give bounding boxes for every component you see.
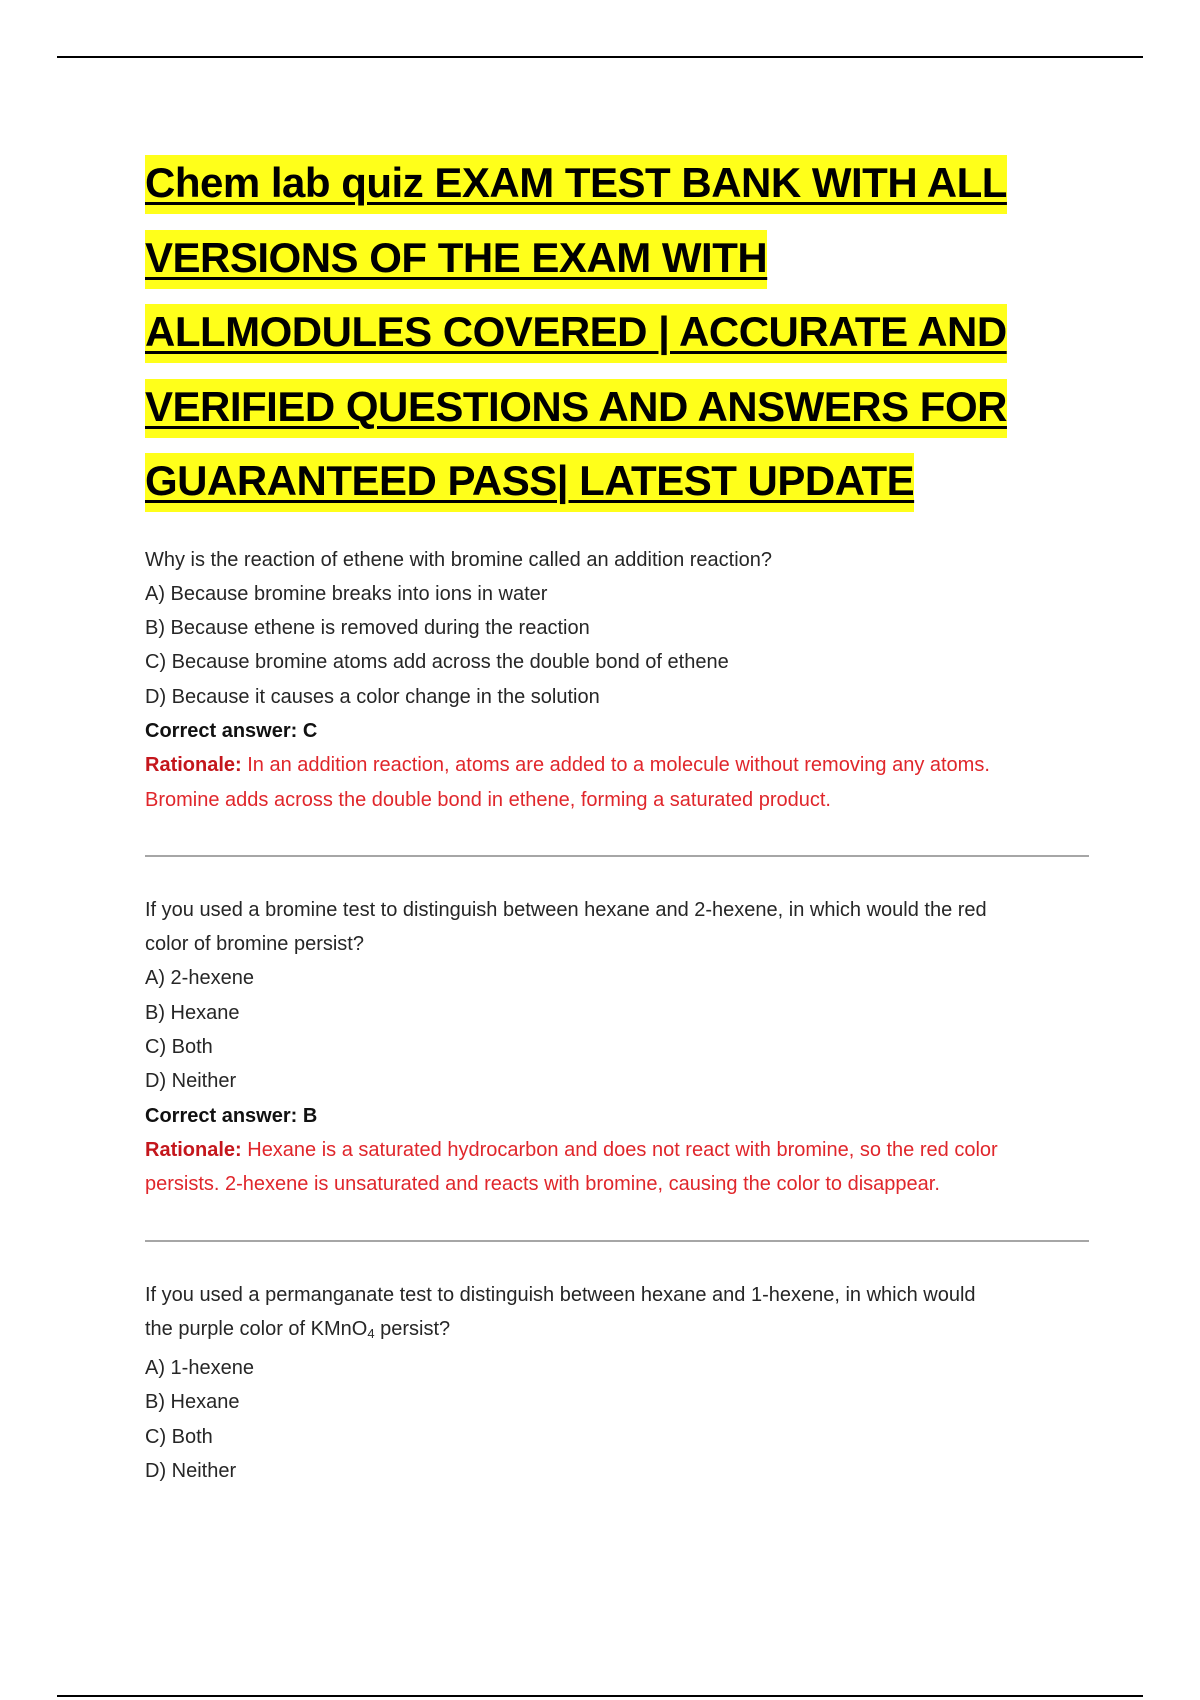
option-c: C) Both — [145, 1425, 213, 1448]
question-text-continued — [145, 1312, 1089, 1351]
question-text: If you used a permanganate test to distinguish between hexane and 1-hexene, in which would — [145, 1283, 976, 1306]
subscript: 4 — [367, 1325, 375, 1341]
bottom-rule — [57, 1695, 1143, 1697]
rationale-text: In an addition reaction, atoms are added to a molecule without removing any atoms. — [241, 754, 990, 777]
option-d: D) Neither — [145, 1460, 237, 1483]
option-a: A) 2-hexene — [145, 967, 254, 990]
rationale-text-continued: Bromine adds across the double bond in ethene, forming a saturated product. — [145, 788, 831, 811]
rationale-text-continued: persists. 2-hexene is unsaturated and reacts with bromine, causing the color to disappear. — [145, 1173, 940, 1196]
question-text-part: persist? — [374, 1317, 451, 1340]
question-block-2 — [145, 893, 1089, 1202]
question-text-continued: color of bromine persist? — [145, 933, 364, 956]
question-block-3 — [145, 1278, 1089, 1489]
option-a: A) 1-hexene — [145, 1357, 254, 1380]
correct-answer: Correct answer: B — [145, 1104, 318, 1127]
option-a: A) Because bromine breaks into ions in water — [145, 582, 548, 605]
rationale — [145, 748, 1089, 782]
section-divider — [145, 855, 1089, 857]
question-text: If you used a bromine test to distinguish between hexane and 2-hexene, in which would the red — [145, 898, 987, 921]
option-b: B) Because ethene is removed during the reaction — [145, 617, 590, 640]
title-line: VERIFIED QUESTIONS AND ANSWERS FOR — [145, 379, 1007, 438]
rationale — [145, 1133, 1089, 1167]
option-c: C) Because bromine atoms add across the double bond of ethene — [145, 651, 729, 674]
question-text-part: the purple color of KMnO — [145, 1317, 368, 1340]
rationale-text: Hexane is a saturated hydrocarbon and does not react with bromine, so the red color — [241, 1138, 998, 1161]
title-line: ALLMODULES COVERED | ACCURATE AND — [145, 304, 1007, 363]
question-block-1 — [145, 543, 1089, 817]
option-b: B) Hexane — [145, 1391, 240, 1414]
section-divider — [145, 1240, 1089, 1242]
document-title — [145, 146, 1095, 519]
title-line: GUARANTEED PASS| LATEST UPDATE — [145, 453, 914, 512]
question-text: Why is the reaction of ethene with bromine called an addition reaction? — [145, 548, 773, 571]
title-line: VERSIONS OF THE EXAM WITH — [145, 230, 767, 289]
option-d: D) Because it causes a color change in the solution — [145, 685, 600, 708]
document-page — [145, 146, 1095, 1488]
option-b: B) Hexane — [145, 1001, 240, 1024]
rationale-label: Rationale: — [145, 1138, 242, 1161]
title-line: Chem lab quiz EXAM TEST BANK WITH ALL — [145, 155, 1007, 214]
option-d: D) Neither — [145, 1070, 237, 1093]
rationale-label: Rationale: — [145, 754, 242, 777]
option-c: C) Both — [145, 1036, 213, 1059]
top-rule — [57, 56, 1143, 58]
correct-answer: Correct answer: C — [145, 719, 318, 742]
